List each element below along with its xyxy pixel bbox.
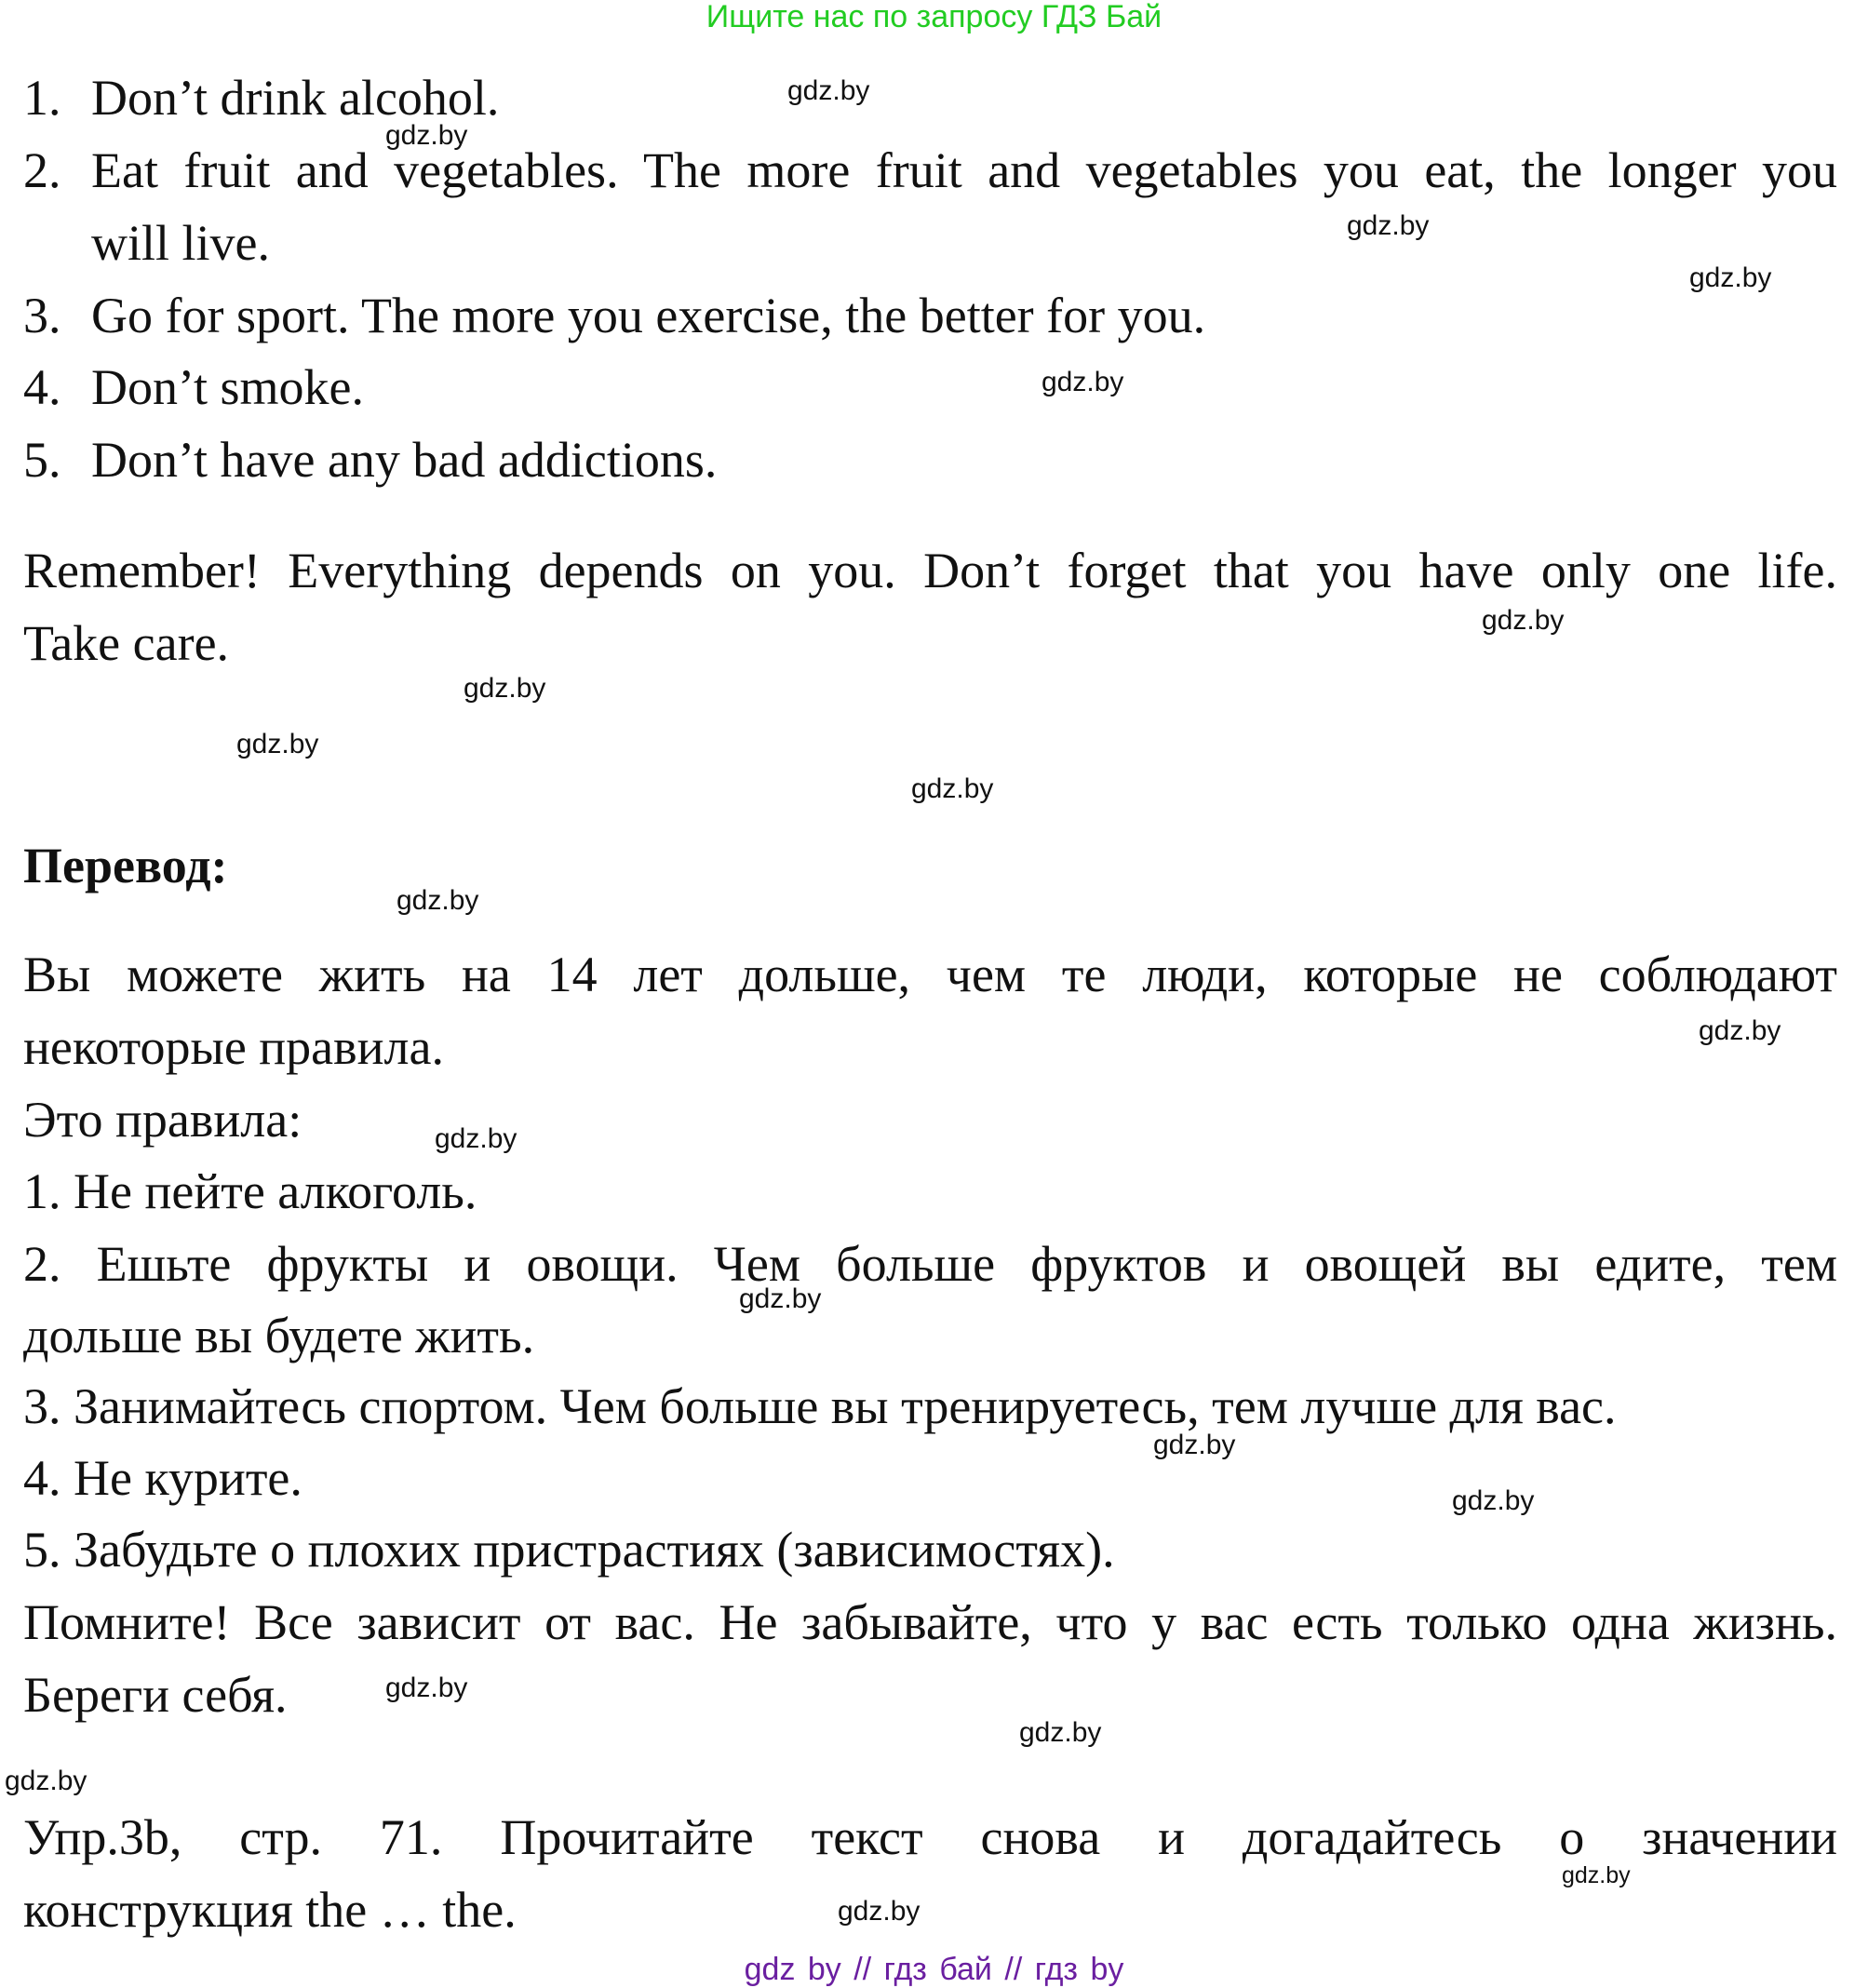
english-item-1 [23, 61, 1837, 134]
exercise-line-1: Упр.3b, стр. 71. Прочитайте текст снова и догадайтесь о значении [23, 1809, 1837, 1865]
item-number: 2. [23, 142, 61, 198]
watermark: gdz.by [1042, 367, 1124, 397]
item-number: 4. [23, 359, 61, 415]
english-item-2 [23, 134, 1837, 207]
translation-remember-line-1: Помните! Все зависит от вас. Не забывайте, что у вас есть только одна жизнь. [23, 1594, 1837, 1650]
watermark: gdz.by [838, 1896, 921, 1927]
watermark: gdz.by [911, 773, 994, 804]
watermark: gdz.by [1153, 1430, 1236, 1460]
english-item-4 [23, 351, 1837, 423]
translation-intro-line-2: некоторые правила. [23, 1019, 444, 1075]
watermark: gdz.by [1689, 262, 1772, 293]
watermark: gdz.by [385, 120, 468, 151]
watermark: gdz.by [464, 673, 546, 704]
watermark: gdz.by [1452, 1485, 1535, 1516]
watermark: gdz.by [435, 1123, 517, 1154]
item-number: 1. [23, 70, 61, 126]
translation-intro-line-1: Вы можете жить на 14 лет дольше, чем те люди, которые не соблюдают [23, 947, 1837, 1002]
english-remember-line-2: Take care. [23, 615, 230, 671]
watermark: gdz.by [236, 729, 319, 759]
translation-remember-line-2: Береги себя. [23, 1667, 288, 1723]
watermark: gdz.by [5, 1766, 87, 1796]
item-number: 5. [23, 432, 61, 488]
translation-item-4: 4. Не курите. [23, 1450, 302, 1506]
item-text: Don’t smoke. [91, 359, 364, 415]
translation-item-2: 2. Ешьте фрукты и овощи. Чем больше фруктов и овощей вы едите, тем [23, 1236, 1837, 1292]
item-number: 3. [23, 288, 61, 343]
translation-item-5: 5. Забудьте о плохих пристрастиях (зависимостях). [23, 1522, 1115, 1578]
footer-links: gdz by // гдз бай // гдз by [744, 1952, 1124, 1987]
watermark: gdz.by [1699, 1015, 1781, 1046]
exercise-line-2: конструкция the … the. [23, 1882, 517, 1938]
watermark: gdz.by [1562, 1862, 1631, 1888]
translation-item-2-cont: дольше вы будете жить. [23, 1308, 535, 1363]
item-text: Don’t drink alcohol. [91, 70, 500, 126]
english-remember-line-1: Remember! Everything depends on you. Don’t forget that you have only one life. [23, 543, 1837, 598]
watermark: gdz.by [1347, 210, 1430, 241]
item-text: Don’t have any bad addictions. [91, 432, 718, 488]
item-text: Go for sport. The more you exercise, the better for you. [91, 288, 1206, 343]
english-item-3 [23, 279, 1837, 352]
watermark: gdz.by [1019, 1717, 1102, 1748]
item-text: will live. [91, 215, 270, 271]
watermark: gdz.by [739, 1283, 822, 1314]
translation-rules-label: Это правила: [23, 1092, 302, 1148]
translation-item-1: 1. Не пейте алкоголь. [23, 1163, 477, 1219]
watermark: gdz.by [1482, 605, 1565, 636]
translation-heading: Перевод: [23, 838, 228, 893]
watermark: gdz.by [385, 1672, 468, 1703]
watermark: gdz.by [787, 75, 870, 106]
translation-item-3: 3. Занимайтесь спортом. Чем больше вы тренируетесь, тем лучше для вас. [23, 1378, 1617, 1434]
header-search-hint: Ищите нас по запросу ГДЗ Бай [706, 0, 1162, 34]
item-text: Eat fruit and vegetables. The more fruit and vegetables you eat, the longer you [91, 142, 1837, 198]
english-item-2-cont [23, 207, 1837, 279]
english-item-5 [23, 423, 1837, 496]
watermark: gdz.by [396, 885, 479, 916]
